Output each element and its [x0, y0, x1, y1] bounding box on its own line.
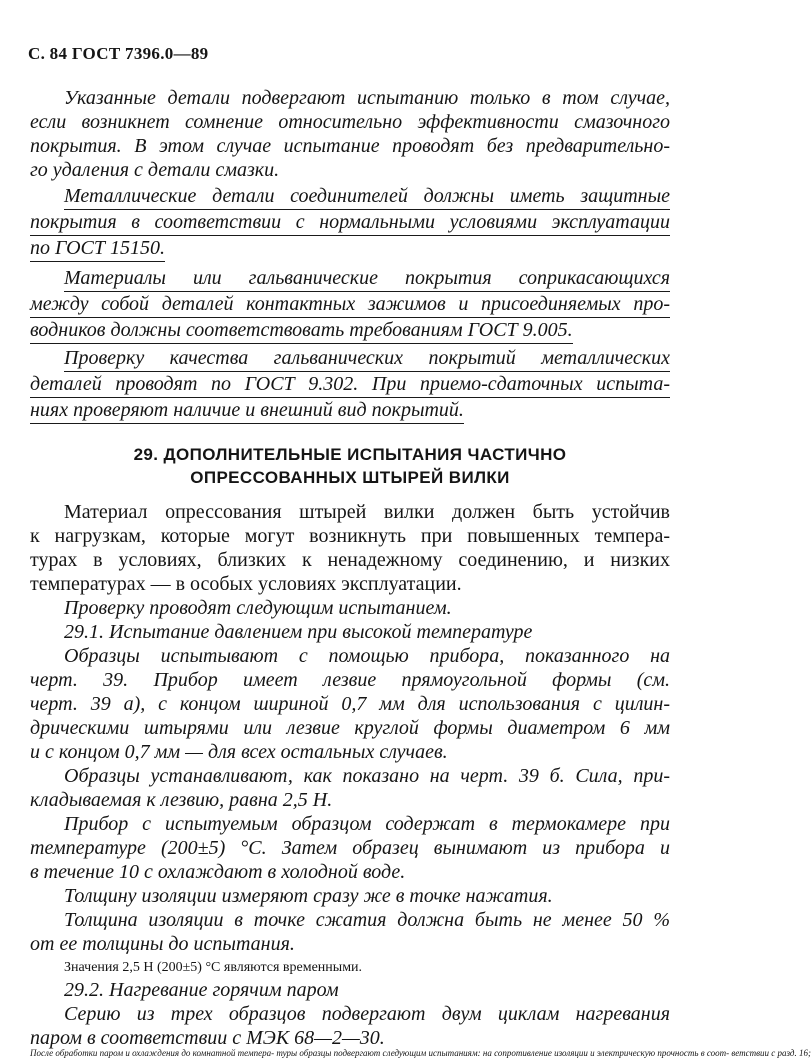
paragraph-line: к нагрузкам, которые могут возникнуть при повышенных темпера- — [30, 525, 670, 547]
paragraph-line: Материал опрессования штырей вилки должен быть устойчив — [64, 501, 670, 523]
paragraph-line: Проверку проводят следующим испытанием. — [64, 597, 452, 619]
paragraph-line: деталей проводят по ГОСТ 9.302. При приемо-сдаточных испыта- — [30, 372, 670, 398]
paragraph-line: Толщина изоляции в точке сжатия должна быть не менее 50 % — [64, 909, 670, 931]
paragraph-line: температурах — в особых условиях эксплуатации. — [30, 573, 462, 595]
paragraph-line: паром в соответствии с МЭК 68—2—30. — [30, 1027, 385, 1049]
paragraph-line: водников должны соответствовать требованиям ГОСТ 9.005. — [30, 318, 573, 344]
section-heading: 29. ДОПОЛНИТЕЛЬНЫЕ ИСПЫТАНИЯ ЧАСТИЧНО — [133, 445, 567, 464]
page-header: С. 84 ГОСТ 7396.0—89 — [28, 44, 209, 63]
paragraph-line: в течение 10 с охлаждают в холодной воде. — [30, 861, 406, 883]
subsection-title: 29.1. Испытание давлением при высокой температуре — [64, 621, 533, 643]
paragraph-line: Материалы или гальванические покрытия соприкасающихся — [64, 266, 670, 292]
paragraph-line: кладываемая к лезвию, равна 2,5 Н. — [30, 789, 333, 811]
paragraph-line: черт. 39 а), с концом шириной 0,7 мм для использования с цилин- — [30, 693, 670, 715]
paragraph-line: дрическими штырями или лезвие круглой формы диаметром 6 мм — [30, 717, 670, 739]
paragraph-line: Толщину изоляции измеряют сразу же в точке нажатия. — [64, 885, 553, 907]
paragraph-line: турах в условиях, близких к ненадежному соединению, и низких — [30, 549, 670, 571]
paragraph-line: ниях проверяют наличие и внешний вид покрытий. — [30, 398, 464, 424]
paragraph-line: если возникнет сомнение относительно эффективности смазочного — [30, 111, 670, 133]
paragraph-line: Прибор с испытуемым образцом содержат в термокамере при — [64, 813, 670, 835]
section-heading: ОПРЕССОВАННЫХ ШТЫРЕЙ ВИЛКИ — [190, 468, 510, 487]
paragraph-line: от ее толщины до испытания. — [30, 933, 295, 955]
paragraph-line: температуре (200±5) °С. Затем образец вынимают из прибора и — [30, 837, 670, 859]
paragraph-line: Образцы устанавливают, как показано на черт. 39 б. Сила, при- — [64, 765, 670, 787]
paragraph-line: го удаления с детали смазки. — [30, 159, 280, 181]
paragraph-line: покрытия в соответствии с нормальными условиями эксплуатации — [30, 210, 670, 236]
paragraph-tail: После обработки паром и охлаждения до комнатной темпера- туры образцы подвергают следующим испытаниям: на сопротивление изоляции и электрическую прочность в соот- ветствии с разд. 16; — [30, 1048, 811, 1058]
paragraph-line: между собой деталей контактных зажимов и присоединяемых про- — [30, 292, 670, 318]
paragraph-line: Проверку качества гальванических покрытий металлических — [64, 346, 670, 372]
paragraph-line: по ГОСТ 15150. — [30, 236, 165, 262]
paragraph-line: Серию из трех образцов подвергают двум циклам нагревания — [64, 1003, 670, 1025]
paragraph-line: Металлические детали соединителей должны иметь защитные — [64, 184, 670, 210]
paragraph-line: и с концом 0,7 мм — для всех остальных случаев. — [30, 741, 448, 763]
paragraph-line: Образцы испытывают с помощью прибора, показанного на — [64, 645, 670, 667]
paragraph-line: черт. 39. Прибор имеет лезвие прямоугольной формы (см. — [30, 669, 670, 691]
paragraph-line: покрытия. В этом случае испытание проводят без предварительно- — [30, 135, 670, 157]
paragraph-line: Указанные детали подвергают испытанию только в том случае, — [64, 87, 670, 109]
note: Значения 2,5 Н (200±5) °С являются временными. — [64, 960, 363, 975]
subsection-title: 29.2. Нагревание горячим паром — [64, 979, 339, 1001]
